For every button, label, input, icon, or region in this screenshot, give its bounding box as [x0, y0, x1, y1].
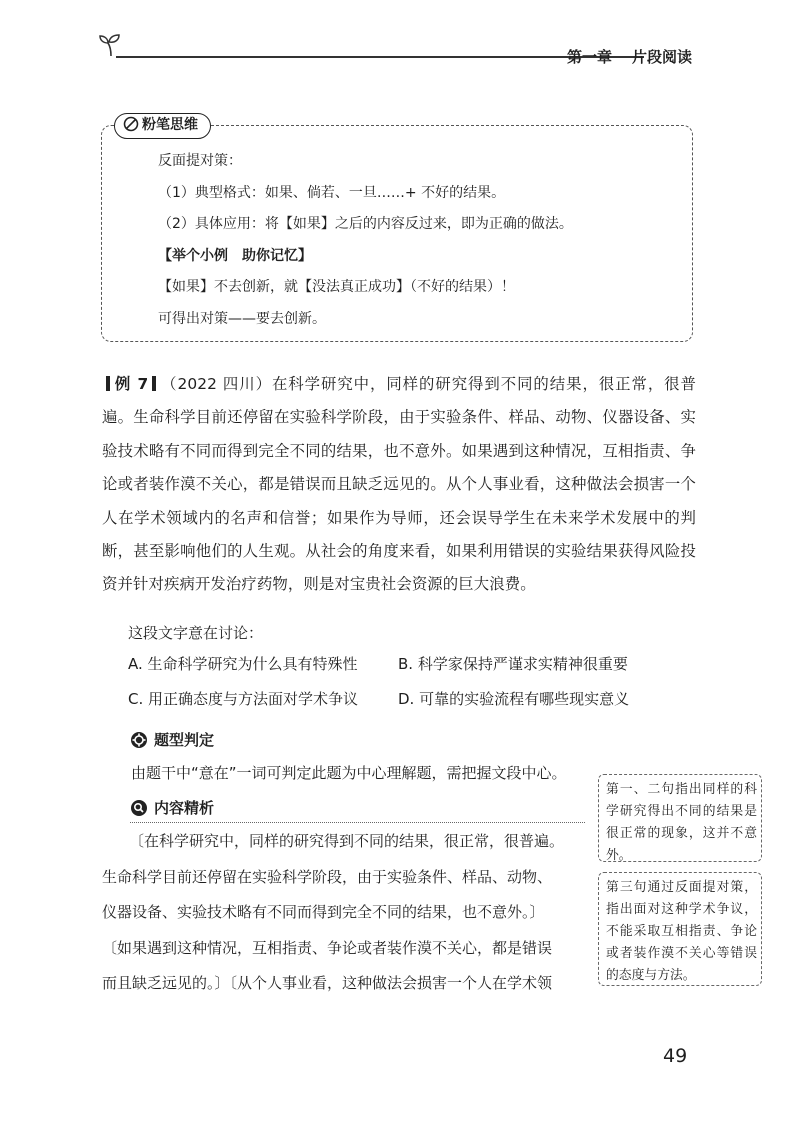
tip-line: 反面提对策： — [158, 153, 242, 169]
tip-line: （2）具体应用：将【如果】之后的内容反过来，即为正确的做法。 — [158, 216, 573, 232]
type-judgment-title — [130, 729, 214, 750]
content-analysis-label: 内容精析 — [154, 799, 215, 817]
page-header — [98, 30, 696, 70]
example-passage — [102, 368, 696, 602]
analysis-line: 仪器设备、实验技术略有不同而得到完全不同的结果，也不意外。〕 — [102, 903, 545, 921]
tip-line: 【举个小例 助你记忆】 — [158, 247, 312, 264]
analysis-line: 生命科学目前还停留在实验科学阶段，由于实验条件、样品、动物、 — [102, 867, 553, 886]
analysis-line: 而且缺乏远见的。〕〔从个人事业看，这种做法会损害一个人在学术领 — [102, 974, 553, 992]
tip-line: （1）典型格式：如果、倘若、一旦……+ 不好的结果。 — [158, 184, 506, 201]
chapter-title — [567, 46, 692, 67]
section-name: 片段阅读 — [631, 48, 692, 66]
tip-line: 【如果】不去创新，就【没法真正成功】（不好的结果）！ — [158, 279, 515, 295]
magnifier-icon — [130, 799, 148, 817]
question-stem: 这段文字意在讨论： — [128, 624, 264, 642]
page-number: 49 — [663, 1045, 688, 1067]
example-tag — [102, 375, 160, 393]
gear-icon — [130, 731, 148, 749]
type-judgment-label: 题型判定 — [154, 731, 215, 749]
example-source: （2022 四川） — [160, 375, 272, 393]
analysis-line: 〔如果遇到这种情况，互相指责、争论或者装作漠不关心，都是错误 — [102, 938, 553, 957]
option-c: C. 用正确态度与方法面对学术争议 — [128, 690, 359, 708]
content-analysis-text — [102, 824, 592, 1002]
tip-label-text: 粉笔思维 — [142, 117, 198, 133]
tip-box — [101, 117, 693, 342]
tip-content — [158, 150, 680, 339]
answer-options — [128, 652, 688, 722]
analysis-rule — [130, 822, 585, 823]
tip-label — [114, 113, 211, 139]
option-d: D. 可靠的实验流程有哪些现实意义 — [398, 690, 630, 708]
chapter-number: 第一章 — [566, 48, 612, 66]
example-text: 在科学研究中，同样的研究得到不同的结果，很正常，很普遍。生命科学目前还停留在实验科学阶段，由于实验条件、样品、动物、仪器设备、实验技术略有不同而得到完全不同的结果，也不意外。如果遇到这种情况，互相指责、争论或者装作漠不关心，都是错误而且缺乏远见的。从个人事业看，这种做法会损害一个人在学术领域内的名声和信誉；如果作为导师，还会误导学生在未来学术发展中的判断，甚至影响他们的人生观。从社会的角度来看，如果利用错误的实验结果获得风险投资并针对疾病开发治疗药物，则是对宝贵社会资源的巨大浪费。 — [102, 375, 696, 594]
option-b: B. 科学家保持严谨求实精神很重要 — [398, 655, 628, 673]
no-sign-icon — [123, 116, 139, 132]
example-label: 例 7 — [114, 375, 149, 393]
content-analysis-title — [130, 797, 214, 818]
side-note: 第三句通过反面提对策，指出面对这种学术争议，不能采取互相指责、争论或者装作漠不关心等错误的态度与方法。 — [598, 872, 762, 986]
type-judgment-text: 由题干中“意在”一词可判定此题为中心理解题，需把握文段中心。 — [131, 764, 567, 782]
option-a: A. 生命科学研究为什么具有特殊性 — [128, 655, 358, 673]
side-note: 第一、二句指出同样的科学研究得出不同的结果是很正常的现象，这并不意外。 — [598, 774, 762, 862]
sprout-icon — [98, 32, 124, 58]
header-rule — [116, 56, 644, 58]
tip-line: 可得出对策——要去创新。 — [158, 310, 326, 327]
analysis-line: 〔在科学研究中，同样的研究得到不同的结果，很正常，很普遍。 — [129, 832, 565, 850]
